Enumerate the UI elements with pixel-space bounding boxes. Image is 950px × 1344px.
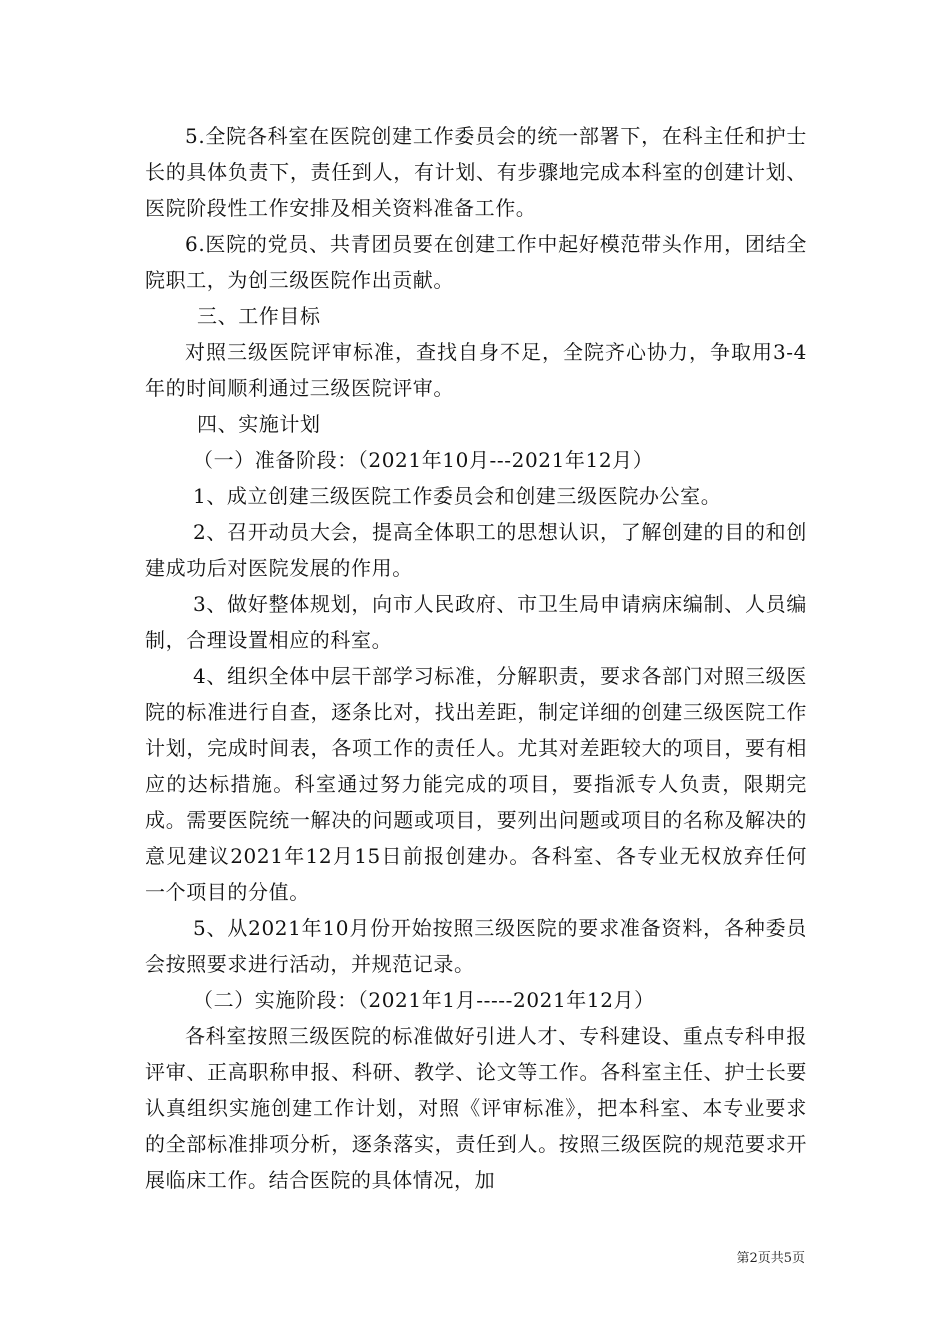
paragraph-prep-2: 2、召开动员大会，提高全体职工的思想认识，了解创建的目的和创建成功后对医院发展的作用。 xyxy=(145,520,807,580)
document-body xyxy=(145,118,807,1198)
paragraph-implementation: 各科室按照三级医院的标准做好引进人才、专科建设、重点专科申报评审、正高职称申报、科研、教学、论文等工作。各科室主任、护士长要认真组织实施创建工作计划，对照《评审标准》，把本科室、本专业要求的全部标准排项分析，逐条落实，责任到人。按照三级医院的规范要求开展临床工作。结合医院的具体情况，加 xyxy=(145,1024,807,1192)
subheading-preparation: （一）准备阶段：（2021年10月---2021年12月） xyxy=(193,448,654,472)
section-heading-goals: 三、工作目标 xyxy=(197,304,321,328)
paragraph-6-party-members: 6.医院的党员、共青团员要在创建工作中起好模范带头作用，团结全院职工，为创三级医院作出贡献。 xyxy=(145,232,807,292)
paragraph-prep-5: 5、从2021年10月份开始按照三级医院的要求准备资料，各种委员会按照要求进行活动，并规范记录。 xyxy=(145,916,807,976)
section-heading-plan: 四、实施计划 xyxy=(197,412,321,436)
paragraph-prep-4: 4、组织全体中层干部学习标准，分解职责，要求各部门对照三级医院的标准进行自查，逐条比对，找出差距，制定详细的创建三级医院工作计划，完成时间表，各项工作的责任人。尤其对差距较大的项目，要有相应的达标措施。科室通过努力能完成的项目，要指派专人负责，限期完成。需要医院统一解决的问题或项目，要列出问题或项目的名称及解决的意见建议2021年12月15日前报创建办。各科室、各专业无权放弃任何一个项目的分值。 xyxy=(145,664,807,904)
paragraph-prep-1: 1、成立创建三级医院工作委员会和创建三级医院办公室。 xyxy=(193,484,722,508)
paragraph-prep-3: 3、做好整体规划，向市人民政府、市卫生局申请病床编制、人员编制，合理设置相应的科室。 xyxy=(145,592,807,652)
page-number-footer: 第2页共5页 xyxy=(736,1251,805,1266)
subheading-implementation: （二）实施阶段：（2021年1月-----2021年12月） xyxy=(193,988,655,1012)
paragraph-5-departments: 5.全院各科室在医院创建工作委员会的统一部署下，在科主任和护士长的具体负责下，责任到人，有计划、有步骤地完成本科室的创建计划、医院阶段性工作安排及相关资料准备工作。 xyxy=(145,124,807,220)
paragraph-goals: 对照三级医院评审标准，查找自身不足，全院齐心协力，争取用3-4年的时间顺利通过三级医院评审。 xyxy=(145,340,807,400)
